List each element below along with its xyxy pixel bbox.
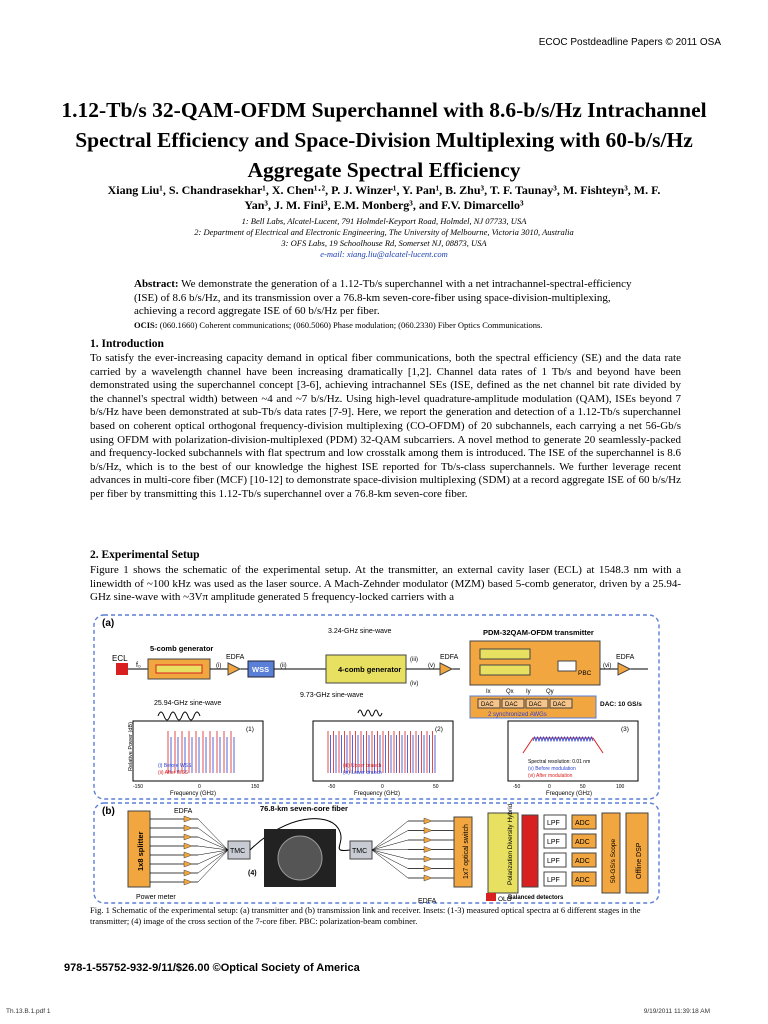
section-heading-setup: 2. Experimental Setup xyxy=(90,549,200,561)
amp-icon xyxy=(424,847,432,853)
mark-ii: (ii) xyxy=(280,663,287,669)
amp-icon xyxy=(424,875,432,881)
tx-label: PDM-32QAM-OFDM transmitter xyxy=(483,628,594,637)
fiber-branch xyxy=(372,821,408,850)
awg-label: 2 synchronized AWGs xyxy=(488,712,547,718)
adc-label: ADC xyxy=(575,839,590,846)
ocis-codes xyxy=(134,319,634,333)
f0-label: f₀ xyxy=(136,662,141,669)
plot3-legend-2: (vi) After modulation xyxy=(528,773,573,779)
edfa2-label: EDFA xyxy=(440,654,459,661)
dac-label-2: DAC xyxy=(505,702,518,708)
plot1-xlabel: Frequency (GHz) xyxy=(170,791,217,797)
adc-label: ADC xyxy=(575,820,590,827)
lpf-label: LPF xyxy=(547,877,560,884)
sine1-wave xyxy=(158,712,200,720)
fiber-branch xyxy=(372,850,408,878)
plot-2 xyxy=(313,721,453,797)
plot2-legend-2: (iv) Lower branch xyxy=(343,770,382,776)
pbc-box xyxy=(558,661,576,671)
author-list xyxy=(50,183,718,213)
adc-label: ADC xyxy=(575,877,590,884)
plot1-ylabel: Relative Power (dB) xyxy=(128,722,134,771)
sine1-label: 25.94-GHz sine-wave xyxy=(154,700,222,707)
pdh-label: Polarization Diversity Hybrid xyxy=(507,803,514,885)
abstract-label: Abstract: xyxy=(134,278,179,290)
mark-iv: (iv) xyxy=(410,681,419,687)
panel-a-label: (a) xyxy=(102,618,115,629)
comb4-label: 4-comb generator xyxy=(338,665,402,674)
sine2-label: 3.24-GHz sine-wave xyxy=(328,628,392,635)
amp-icon xyxy=(424,837,432,843)
dac-rate: DAC: 10 GS/s xyxy=(600,701,642,708)
affiliations xyxy=(60,216,708,260)
edfa3-label: EDFA xyxy=(616,654,635,661)
fiber-branch xyxy=(198,850,228,882)
plot1-legend-2: (ii) After WSS xyxy=(158,770,189,776)
section-heading-intro: 1. Introduction xyxy=(90,338,164,350)
mark-v: (v) xyxy=(428,663,435,669)
plot3-x-1: -50 xyxy=(513,784,521,790)
tx-box xyxy=(470,641,600,685)
fiber-label: 76.8-km seven-core fiber xyxy=(260,804,348,813)
plot-3 xyxy=(508,721,638,797)
fiber-cross-section xyxy=(278,836,322,880)
figure-caption: Fig. 1 Schematic of the experimental setup: (a) transmitter and (b) transmission link and receiver. Insets: (1-3) measured optical spectra at 6 different stages in the transmitter; (4) image of the cross section of the 7-core fiber. PBC: polarization-beam combiner. xyxy=(90,905,641,926)
amp-icon xyxy=(184,843,192,849)
plot2-legend-1: (iii) Upper branch xyxy=(343,763,382,769)
plot1-frame xyxy=(133,721,263,781)
amp-icon xyxy=(424,866,432,872)
fiber-branch xyxy=(372,850,408,851)
power-meter-label: Power meter xyxy=(136,894,176,901)
affiliation-1: 1: Bell Labs, Alcatel-Lucent, 791 Holmdel-Keyport Road, Holmdel, NJ 07733, USA xyxy=(241,216,527,226)
plot2-tag: (2) xyxy=(435,726,443,733)
amp-icon xyxy=(184,852,192,858)
amp-icon xyxy=(424,818,432,824)
plot2-x-2: 0 xyxy=(381,784,384,790)
adc-label: ADC xyxy=(575,858,590,865)
amp-icon xyxy=(184,879,192,885)
footer-isbn: 978-1-55752-932-9/11/$26.00 ©Optical Society of America xyxy=(64,962,360,974)
plot2-x-1: -50 xyxy=(328,784,336,790)
wss-label: WSS xyxy=(252,665,270,674)
amp-icon xyxy=(184,834,192,840)
edfa3-amp xyxy=(618,663,630,675)
lpf-label: LPF xyxy=(547,820,560,827)
plot3-tag: (3) xyxy=(621,726,629,733)
iq-ix: Ix xyxy=(486,689,491,695)
comb5-inner xyxy=(156,665,202,673)
plot2-xlabel: Frequency (GHz) xyxy=(354,791,401,797)
figure-schematic xyxy=(88,613,663,907)
footer-filename: Th.13.B.1.pdf 1 xyxy=(6,1008,51,1015)
fiber-branch xyxy=(198,850,228,864)
fanout-left xyxy=(150,816,228,885)
fiber-branch xyxy=(198,850,228,873)
edfa1-label: EDFA xyxy=(226,654,245,661)
fiber-branch xyxy=(372,840,408,850)
dac-label-1: DAC xyxy=(481,702,494,708)
fiber-branch xyxy=(372,850,408,869)
authors-line-1: Xiang Liu¹, S. Chandrasekhar¹, X. Chen¹·², P. J. Winzer¹, Y. Pan¹, B. Zhu³, T. F. Taunay³, M. Fishteyn³, M. F. xyxy=(107,183,661,197)
iq-qy: Qy xyxy=(546,689,554,695)
sine3-label: 9.73-GHz sine-wave xyxy=(300,692,364,699)
amp-icon xyxy=(424,856,432,862)
paper-title: 1.12-Tb/s 32-QAM-OFDM Superchannel with 8.6-b/s/Hz Intrachannel Spectral Efficiency and Space-Division Multiplexing with 60-b/s/Hz Aggregate Spectral Efficiency xyxy=(61,98,707,182)
plot3-x-3: 50 xyxy=(580,784,586,790)
ocis-text: (060.1660) Coherent communications; (060.5060) Phase modulation; (060.2330) Fiber Optics Communications. xyxy=(157,319,543,330)
edfa-b1-label: EDFA xyxy=(174,808,193,815)
dsp-label: Offline DSP xyxy=(636,842,643,879)
plot1-x-7: 150 xyxy=(251,784,260,790)
plot3-frame xyxy=(508,721,638,781)
splitter-label: 1x8 splitter xyxy=(136,831,145,871)
edfa1-amp xyxy=(228,663,240,675)
plot3-x-4: 100 xyxy=(616,784,625,790)
plot3-legend-1: (v) Before modulation xyxy=(528,766,576,772)
iq-qx: Qx xyxy=(506,689,514,695)
olo-label: OLO xyxy=(498,896,512,903)
tmc-right-label: TMC xyxy=(352,848,368,855)
abstract xyxy=(134,278,634,332)
switch-label: 1x7 optical switch xyxy=(463,824,470,879)
amp-icon xyxy=(184,825,192,831)
sine3-wave xyxy=(358,710,382,716)
dac-label-3: DAC xyxy=(529,702,542,708)
fiber-branch xyxy=(198,850,228,855)
amp-icon xyxy=(424,828,432,834)
dac-label-4: DAC xyxy=(553,702,566,708)
footer-timestamp: 9/19/2011 11:39:18 AM xyxy=(643,1008,710,1015)
amp-icon xyxy=(184,861,192,867)
mark-vi: (vi) xyxy=(603,663,612,669)
lpf-adc-stack xyxy=(544,815,596,886)
intro-paragraph: To satisfy the ever-increasing capacity demand in optical fiber communications, both the spectral efficiency (SE) and the data rate carried by a wavelength channel have been increasing dramatically [1,2]. Channel data rates of 1 Tb/s and beyond have been demonstrated using the superchannel concept [3-6], achieving intrachannel SEs (ISE, defined as the net channel bit rate divided by the channel's spectral width) between ~4 and ~7 b/s/Hz. Using high-level quadrature-amplitude modulation (QAM), ISEs beyond 7 b/s/Hz have been demonstrated at sub-Tb/s data rates [7-9]. Here, we report the generation and detection of a 1.12-Tb/s superchannel based on coherent optical orthogonal frequency-division multiplexing (CO-OFDM) of 20 subchannels, each carrying a net 56-Gb/s using OFDM with polarization-division-multiplexed (PDM) 32-QAM subcarriers. A novel method to generate 20 seamlessly-packed and frequency-locked subchannels with flat spectrum and low crosstalk among them is introduced. The ISE of the superchannel is 8.6 b/s/Hz, which is to the best of our knowledge the highest ISE reported for Tb/s-class superchannels. We further leverage recent advances in multi-core fiber (MCF) [10-12] to demonstrate space-division multiplexing (SDM) at a record aggregate ISE of 60 b/s/Hz per fiber by transmitting this 1.12-Tb/s superchannel over a 76.8-km seven-core fiber. xyxy=(90,352,681,500)
edfa2-amp xyxy=(440,663,452,675)
ocis-label: OCIS: xyxy=(134,319,158,330)
tx-mod2 xyxy=(480,665,530,675)
setup-paragraph: Figure 1 shows the schematic of the experimental setup. At the transmitter, an external cavity laser (ECL) at 1548.3 nm with a linewidth of ~100 kHz was used as the laser source. A Mach-Zehnder modulator (MZM) based 5-comb generator, driven by a 25.94-GHz sine-wave with ~3Vπ amplitude generated 5 frequency-locked carriers with a xyxy=(90,564,681,604)
edfa-b2-label: EDFA xyxy=(418,898,437,905)
plot1-x-1: -150 xyxy=(133,784,144,790)
scope-label: 50-GS/s Scope xyxy=(610,838,617,883)
abstract-text: We demonstrate the generation of a 1.12-Tb/s superchannel with a net intrachannel-spectral-efficiency (ISE) of 8.6 b/s/Hz, and its transmission over a 76.8-km seven-core-fiber using space-division-multiplexing, achieving a record aggregate ISE of 60 b/s/Hz per fiber. xyxy=(134,278,632,317)
plot1-legend-1: (i) Before WSS xyxy=(158,763,192,769)
mark-i: (i) xyxy=(216,663,222,669)
balanced-detectors xyxy=(522,815,538,887)
plot3-note: Spectral resolution: 0.01 nm xyxy=(528,759,591,765)
plot2-x-3: 50 xyxy=(433,784,439,790)
fiber-branch xyxy=(372,831,408,851)
ecl-label: ECL xyxy=(112,654,128,663)
pbc-label: PBC xyxy=(578,670,592,677)
amp-icon xyxy=(184,870,192,876)
plot3-x-2: 0 xyxy=(548,784,551,790)
iq-iy: Iy xyxy=(526,689,531,695)
fiber-branch xyxy=(198,819,228,850)
plot-1 xyxy=(128,721,263,797)
authors-line-2: Yan³, J. M. Fini³, E.M. Monberg³, and F.V. Dimarcello³ xyxy=(244,198,524,212)
tx-mod1 xyxy=(480,649,530,659)
affiliation-2: 2: Department of Electrical and Electronic Engineering, The University of Melbourne, Victoria 3010, Australia xyxy=(194,227,574,237)
fanout-right xyxy=(372,818,454,881)
header-copyright: ECOC Postdeadline Papers © 2011 OSA xyxy=(538,37,721,48)
affiliation-3: 3: OFS Labs, 19 Schoolhouse Rd, Somerset NJ, 08873, USA xyxy=(281,238,487,248)
balanced-label: Balanced detectors xyxy=(508,895,564,901)
lpf-label: LPF xyxy=(547,839,560,846)
mark-iii: (iii) xyxy=(410,657,418,663)
inset-4-label: (4) xyxy=(248,870,257,877)
plot1-x-4: 0 xyxy=(198,784,201,790)
plot3-xlabel: Frequency (GHz) xyxy=(546,791,593,797)
comb5-label: 5-comb generator xyxy=(150,644,214,653)
amp-icon xyxy=(184,816,192,822)
olo-box xyxy=(486,893,496,901)
email[interactable]: e-mail: xiang.liu@alcatel-lucent.com xyxy=(320,249,448,259)
plot1-tag: (1) xyxy=(246,726,254,733)
lpf-label: LPF xyxy=(547,858,560,865)
panel-b-label: (b) xyxy=(102,806,115,817)
ecl-box xyxy=(116,663,128,675)
tmc-left-label: TMC xyxy=(230,848,246,855)
